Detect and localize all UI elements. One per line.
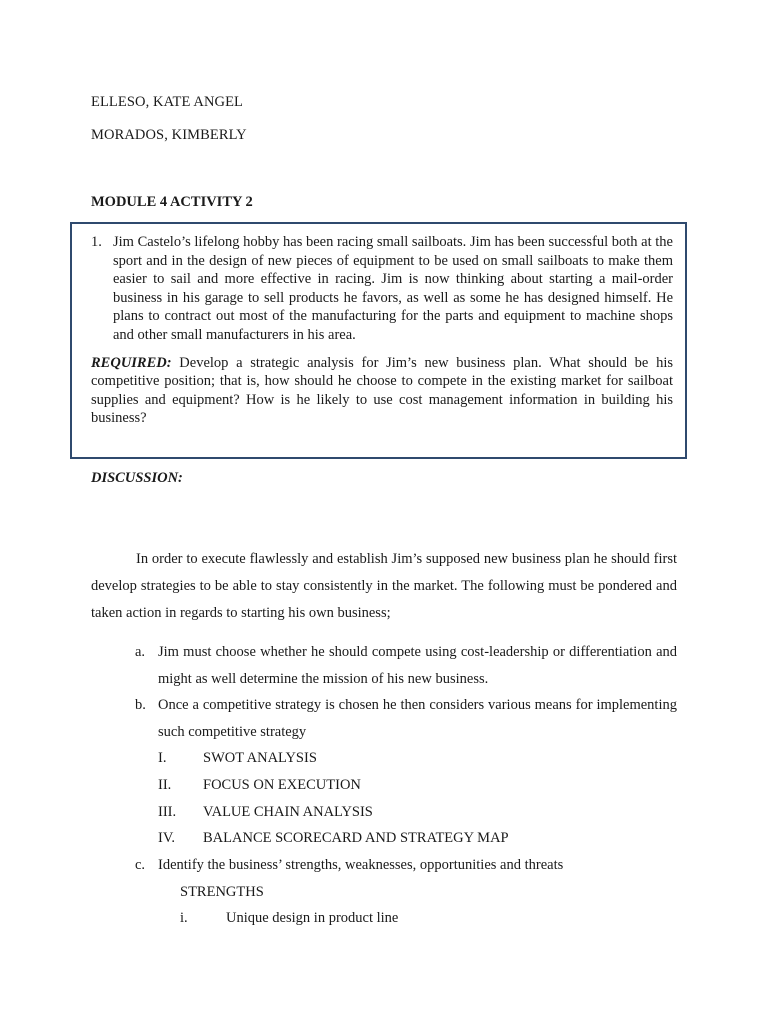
strategy-list <box>158 745 677 852</box>
required-text: Develop a strategic analysis for Jim’s new business plan. What should be his competitive position; that is, how should he choose to compete in the existing market for sailboat supplies and equipment? How is he likely to use cost management information in building his business? <box>91 354 673 427</box>
module-title: MODULE 4 ACTIVITY 2 <box>91 194 253 210</box>
question-item <box>91 233 673 345</box>
list-letter: b. <box>135 697 146 713</box>
strategy-item <box>158 772 677 799</box>
author-name-2: MORADOS, KIMBERLY <box>91 127 247 143</box>
list-text: Identify the business’ strengths, weaknesses, opportunities and threats <box>158 857 564 874</box>
list-item-a <box>135 639 677 692</box>
strength-number: i. <box>180 910 188 927</box>
list-item-b <box>135 692 677 745</box>
list-letter: a. <box>135 644 146 660</box>
strategy-item <box>158 799 677 826</box>
strategy-item <box>158 745 677 772</box>
strategy-item <box>158 825 677 852</box>
strategy-number: III. <box>158 803 177 820</box>
discussion-intro: In order to execute flawlessly and establish Jim’s supposed new business plan he should first develop strategies to be able to stay consistently in the market. The following must be pondered and taken action in regards to starting his own business; <box>91 551 677 621</box>
strategy-text: FOCUS ON EXECUTION <box>203 776 361 793</box>
question-box <box>70 222 687 459</box>
list-text: Once a competitive strategy is chosen he then considers various means for implementing such competitive strategy <box>158 697 677 740</box>
discussion-list <box>135 639 677 932</box>
strategy-text: SWOT ANALYSIS <box>203 750 317 766</box>
strategy-number: II. <box>158 776 172 793</box>
strategy-number: I. <box>158 750 167 766</box>
list-letter: c. <box>135 857 146 874</box>
question-number: 1. <box>91 234 102 250</box>
strength-item <box>180 905 677 932</box>
required-paragraph <box>91 354 673 428</box>
required-label: REQUIRED: <box>91 354 172 371</box>
question-text: Jim Castelo’s lifelong hobby has been racing small sailboats. Jim has been successful both at the sport and in the design of new pieces of equipment to be used on small sailboats to make them easier to sail and more effective in racing. Jim is now thinking about starting a mail-order business in his garage to sell products he favors, as well as some he has designed himself. He plans to contract out most of the manufacturing for the parts and equipment to machine shops and other small manufacturers in his area. <box>113 234 673 343</box>
discussion-heading: DISCUSSION: <box>91 470 183 486</box>
strength-text: Unique design in product line <box>226 910 399 927</box>
author-name-1: ELLESO, KATE ANGEL <box>91 94 244 110</box>
list-item-c <box>135 852 677 879</box>
strategy-number: IV. <box>158 830 176 847</box>
strategy-text: VALUE CHAIN ANALYSIS <box>203 803 373 820</box>
strategy-text: BALANCE SCORECARD AND STRATEGY MAP <box>203 830 509 847</box>
list-text: Jim must choose whether he should compete using cost-leadership or differentiation and might as well determine the mission of his new business. <box>158 644 677 687</box>
strengths-heading: STRENGTHS <box>180 883 264 900</box>
